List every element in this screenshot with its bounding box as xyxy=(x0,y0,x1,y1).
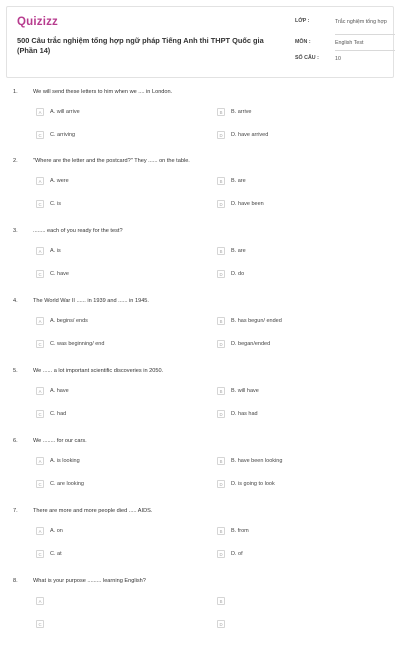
question-block xyxy=(0,158,400,230)
option-text: B. are xyxy=(231,248,246,254)
option-text: A. is looking xyxy=(50,458,80,464)
option-letter-box[interactable]: D xyxy=(217,410,225,418)
option-text: A. will arrive xyxy=(50,109,80,115)
option-text: B. have been looking xyxy=(231,458,283,464)
option-letter-box[interactable]: C xyxy=(36,550,44,558)
question-block xyxy=(0,438,400,510)
option-text: A. were xyxy=(50,178,69,184)
meta-value: English Test xyxy=(335,40,364,46)
meta-row-subject xyxy=(295,37,395,53)
option-text: C. arriving xyxy=(50,132,76,138)
option-letter-box[interactable]: B xyxy=(217,247,225,255)
option-letter-box[interactable]: B xyxy=(217,387,225,395)
option-text: A. is xyxy=(50,248,61,254)
question-text: The World War II ...... in 1939 and ...... in 1945. xyxy=(33,298,149,304)
option-letter-box[interactable]: B xyxy=(217,177,225,185)
option-text: C. is xyxy=(50,201,61,207)
option-letter-box[interactable]: B xyxy=(217,597,225,605)
option-letter-box[interactable]: D xyxy=(217,200,225,208)
question-block xyxy=(0,228,400,300)
meta-key: SỐ CÂU : xyxy=(295,55,319,61)
meta-row-class xyxy=(295,16,395,37)
meta-key: LỚP : xyxy=(295,18,310,24)
question-number: 4. xyxy=(13,298,18,304)
option-text: B. will have xyxy=(231,388,259,394)
option-letter-box[interactable]: A xyxy=(36,247,44,255)
option-letter-box[interactable]: A xyxy=(36,108,44,116)
question-text: "Where are the letter and the postcard?" They ...... on the table. xyxy=(33,158,190,164)
option-letter-box[interactable]: A xyxy=(36,597,44,605)
option-text: D. began/ended xyxy=(231,341,271,347)
option-letter-box[interactable]: D xyxy=(217,620,225,628)
option-text: B. from xyxy=(231,528,249,534)
option-text: D. has had xyxy=(231,411,258,417)
meta-row-count xyxy=(295,53,395,69)
option-letter-box[interactable]: C xyxy=(36,620,44,628)
option-letter-box[interactable]: B xyxy=(217,527,225,535)
option-letter-box[interactable]: B xyxy=(217,317,225,325)
question-number: 5. xyxy=(13,368,18,374)
question-number: 6. xyxy=(13,438,18,444)
quizizz-logo: Quizizz xyxy=(17,16,59,28)
option-letter-box[interactable]: B xyxy=(217,457,225,465)
question-number: 3. xyxy=(13,228,18,234)
question-text: We will send these letters to him when we .... in London. xyxy=(33,89,173,95)
option-letter-box[interactable]: B xyxy=(217,108,225,116)
meta-value: 10 xyxy=(335,56,341,62)
option-text: B. has begun/ ended xyxy=(231,318,282,324)
option-letter-box[interactable]: A xyxy=(36,177,44,185)
option-letter-box[interactable]: C xyxy=(36,340,44,348)
question-number: 2. xyxy=(13,158,18,164)
option-letter-box[interactable]: C xyxy=(36,480,44,488)
option-letter-box[interactable]: D xyxy=(217,550,225,558)
question-block xyxy=(0,298,400,370)
option-letter-box[interactable]: A xyxy=(36,317,44,325)
option-letter-box[interactable]: D xyxy=(217,480,225,488)
option-text: C. was beginning/ end xyxy=(50,341,105,347)
option-text: A. have xyxy=(50,388,69,394)
meta-divider xyxy=(335,34,395,35)
option-text: B. arrive xyxy=(231,109,252,115)
meta-key: MÔN : xyxy=(295,39,311,45)
question-number: 8. xyxy=(13,578,18,584)
question-block xyxy=(0,578,400,650)
meta-divider xyxy=(335,50,395,51)
option-letter-box[interactable]: C xyxy=(36,200,44,208)
question-text: What is your purpose ......... learning English? xyxy=(33,578,146,584)
option-text: C. have xyxy=(50,271,69,277)
option-text: D. of xyxy=(231,551,243,557)
option-text: D. have arrived xyxy=(231,132,269,138)
meta-table xyxy=(295,16,395,69)
question-number: 7. xyxy=(13,508,18,514)
option-text: D. is going to look xyxy=(231,481,275,487)
option-text: D. have been xyxy=(231,201,264,207)
question-block xyxy=(0,368,400,440)
option-text: A. on xyxy=(50,528,63,534)
question-text: We ...... a lot important scientific discoveries in 2050. xyxy=(33,368,164,374)
option-letter-box[interactable]: C xyxy=(36,131,44,139)
worksheet-header xyxy=(6,6,394,78)
question-text: There are more and more people died ..... AIDS. xyxy=(33,508,153,514)
worksheet-title: 500 Câu trắc nghiệm tổng hợp ngữ pháp Tiếng Anh thi THPT Quốc gia (Phần 14) xyxy=(17,36,264,55)
question-number: 1. xyxy=(13,89,18,95)
option-text: D. do xyxy=(231,271,245,277)
option-text: C. are looking xyxy=(50,481,84,487)
option-letter-box[interactable]: C xyxy=(36,410,44,418)
option-letter-box[interactable]: A xyxy=(36,387,44,395)
option-letter-box[interactable]: D xyxy=(217,340,225,348)
question-text: We ........ for our cars. xyxy=(33,438,87,444)
option-letter-box[interactable]: A xyxy=(36,457,44,465)
option-letter-box[interactable]: A xyxy=(36,527,44,535)
question-text: ........ each of you ready for the test? xyxy=(33,228,123,234)
option-letter-box[interactable]: D xyxy=(217,270,225,278)
option-text: C. at xyxy=(50,551,62,557)
option-letter-box[interactable]: D xyxy=(217,131,225,139)
question-block xyxy=(0,89,400,161)
option-text: B. are xyxy=(231,178,246,184)
option-letter-box[interactable]: C xyxy=(36,270,44,278)
option-text: C. had xyxy=(50,411,67,417)
meta-value: Trắc nghiệm tổng hợp xyxy=(335,19,387,25)
option-text: A. begins/ ends xyxy=(50,318,88,324)
question-block xyxy=(0,508,400,580)
